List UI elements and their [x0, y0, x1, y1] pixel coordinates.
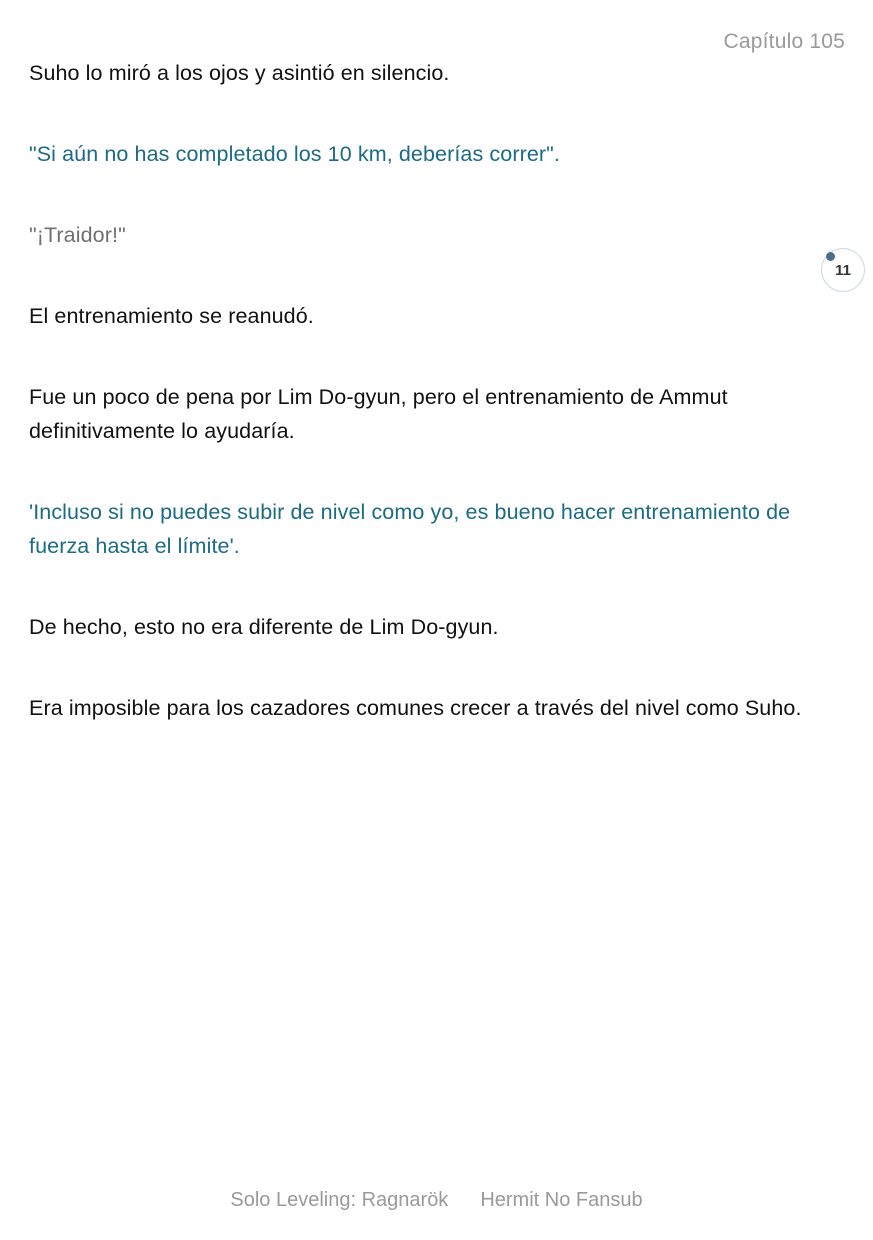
paragraph: Fue un poco de pena por Lim Do-gyun, pero el entrenamiento de Ammut definitivamente lo ayudaría. [29, 385, 728, 443]
footer-group-name: Hermit No Fansub [480, 1189, 643, 1211]
page-number-label: 11 [835, 261, 851, 279]
paragraph: Era imposible para los cazadores comunes crecer a través del nivel como Suho. [29, 696, 802, 720]
page-footer [0, 1189, 873, 1212]
paragraph: De hecho, esto no era diferente de Lim Do-gyun. [29, 615, 499, 639]
chapter-text-content [29, 56, 844, 772]
footer-series-title: Solo Leveling: Ragnarök [230, 1189, 449, 1211]
paragraph-dialogue: "Si aún no has completado los 10 km, deberías correr". [29, 142, 560, 166]
chapter-label: Capítulo 105 [723, 30, 845, 53]
paragraph: Suho lo miró a los ojos y asintió en silencio. [29, 61, 450, 85]
paragraph: El entrenamiento se reanudó. [29, 304, 314, 328]
paragraph-whisper: "¡Traidor!" [29, 223, 126, 247]
paragraph-dialogue: 'Incluso si no puedes subir de nivel como yo, es bueno hacer entrenamiento de fuerza hasta el límite'. [29, 500, 791, 558]
